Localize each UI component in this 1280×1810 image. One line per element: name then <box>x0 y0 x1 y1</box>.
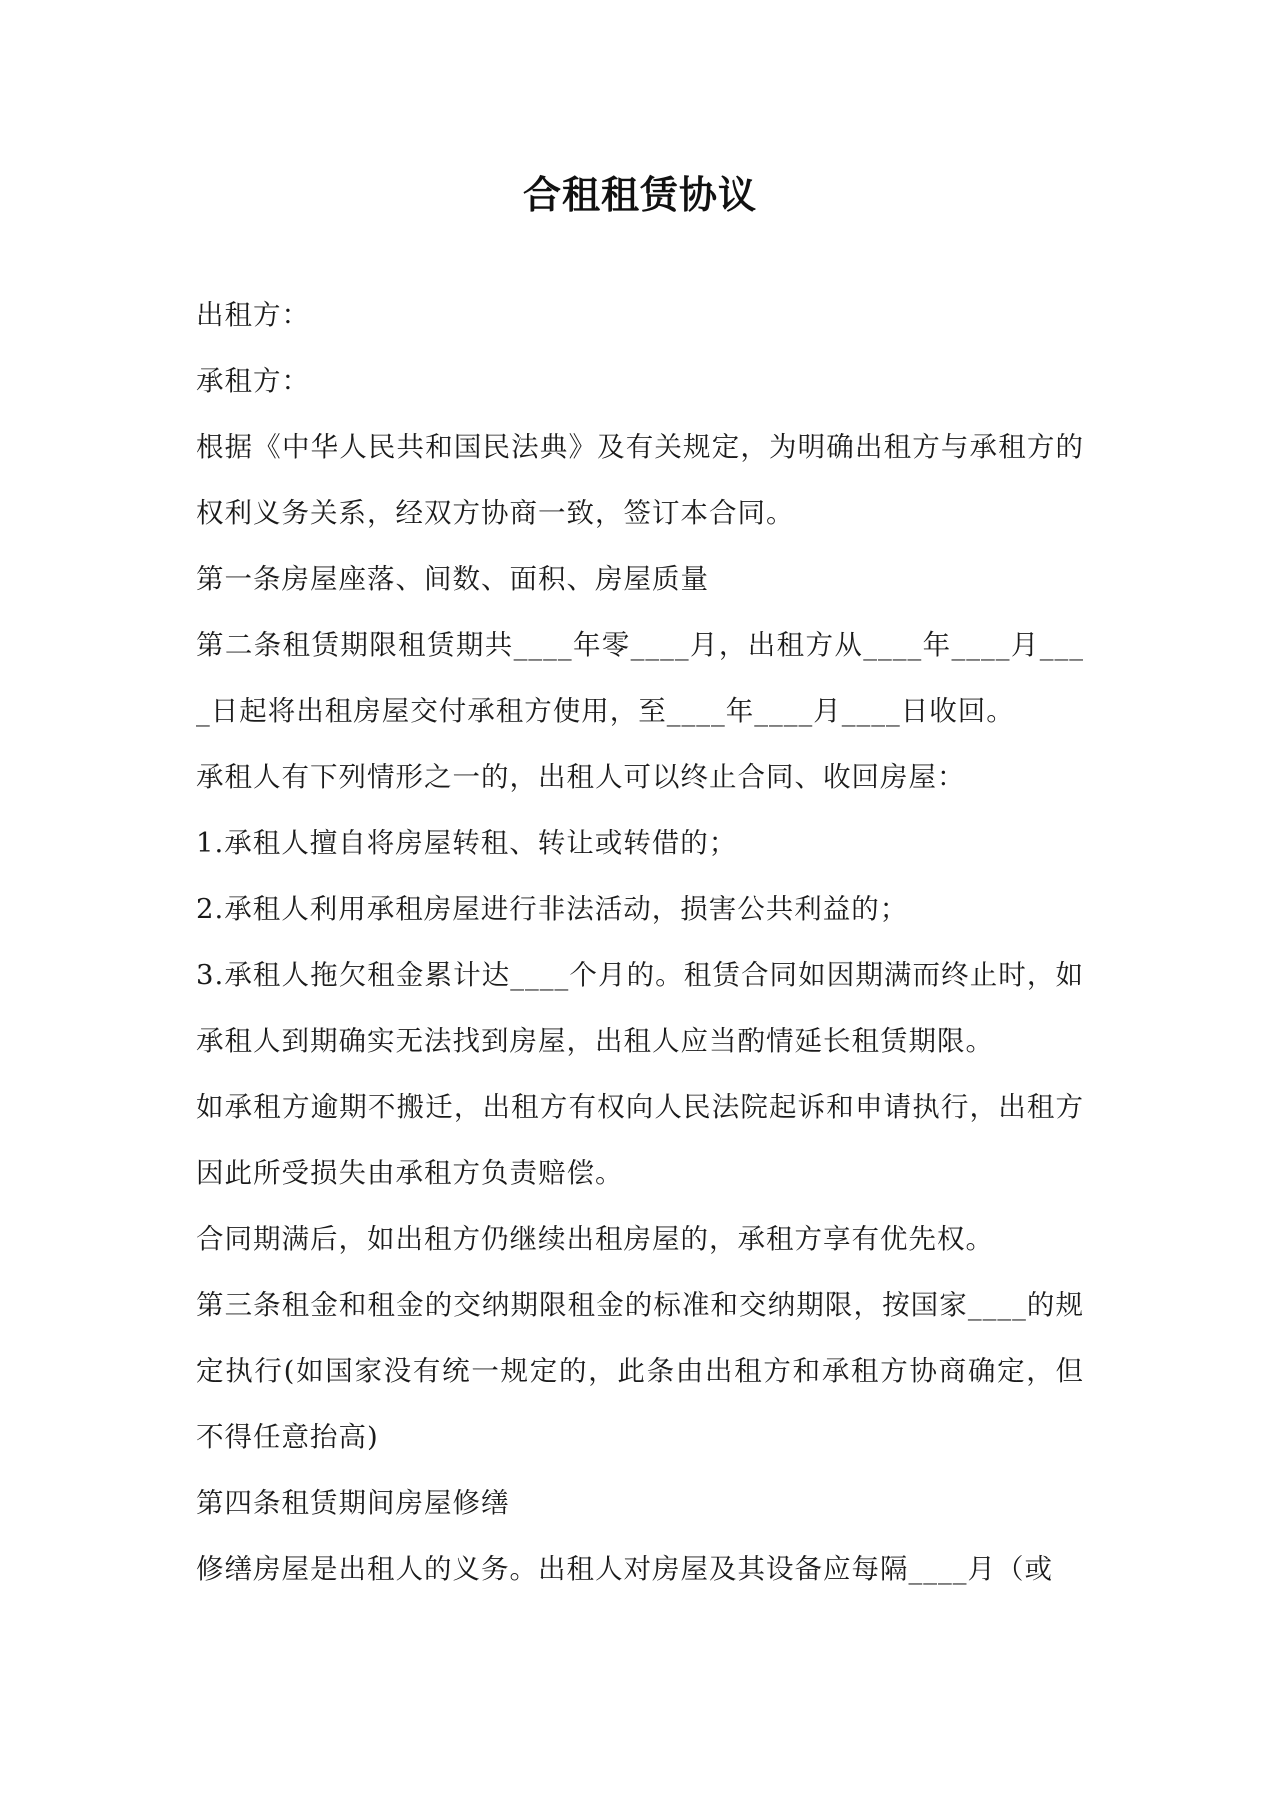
paragraph-article-4: 第四条租赁期间房屋修缮 <box>196 1487 510 1519</box>
paragraph-lessee: 承租方： <box>196 365 310 397</box>
paragraph-termination-1: 1.承租人擅自将房屋转租、转让或转借的； <box>196 827 738 859</box>
paragraph-termination-3: 3.承租人拖欠租金累计达____个月的。租赁合同如因期满而终止时，如承租人到期确实无法找到房屋，出租人应当酌情延长租赁期限。 <box>196 959 1084 1057</box>
paragraph-priority: 合同期满后，如出租方仍继续出租房屋的，承租方享有优先权。 <box>196 1223 994 1255</box>
paragraph-article-1: 第一条房屋座落、间数、面积、房屋质量 <box>196 563 709 595</box>
paragraph-lessor: 出租方： <box>196 299 310 331</box>
paragraph-article-3: 第三条租金和租金的交纳期限租金的标准和交纳期限，按国家____的规定执行(如国家没有统一规定的，此条由出租方和承租方协商确定，但不得任意抬高) <box>196 1289 1084 1453</box>
document-body <box>196 282 1084 1602</box>
paragraph-eviction: 如承租方逾期不搬迁，出租方有权向人民法院起诉和申请执行，出租方因此所受损失由承租方负责赔偿。 <box>196 1091 1084 1189</box>
paragraph-article-2: 第二条租赁期限租赁期共____年零____月，出租方从____年____月____日起将出租房屋交付承租方使用，至____年____月____日收回。 <box>196 629 1084 727</box>
paragraph-preamble: 根据《中华人民共和国民法典》及有关规定，为明确出租方与承租方的权利义务关系，经双方协商一致，签订本合同。 <box>196 431 1084 529</box>
paragraph-termination-intro: 承租人有下列情形之一的，出租人可以终止合同、收回房屋： <box>196 761 966 793</box>
paragraph-termination-2: 2.承租人利用承租房屋进行非法活动，损害公共利益的； <box>196 893 909 925</box>
paragraph-repair: 修缮房屋是出租人的义务。出租人对房屋及其设备应每隔____月（或 <box>196 1553 1053 1585</box>
document-title: 合租租赁协议 <box>522 173 757 217</box>
